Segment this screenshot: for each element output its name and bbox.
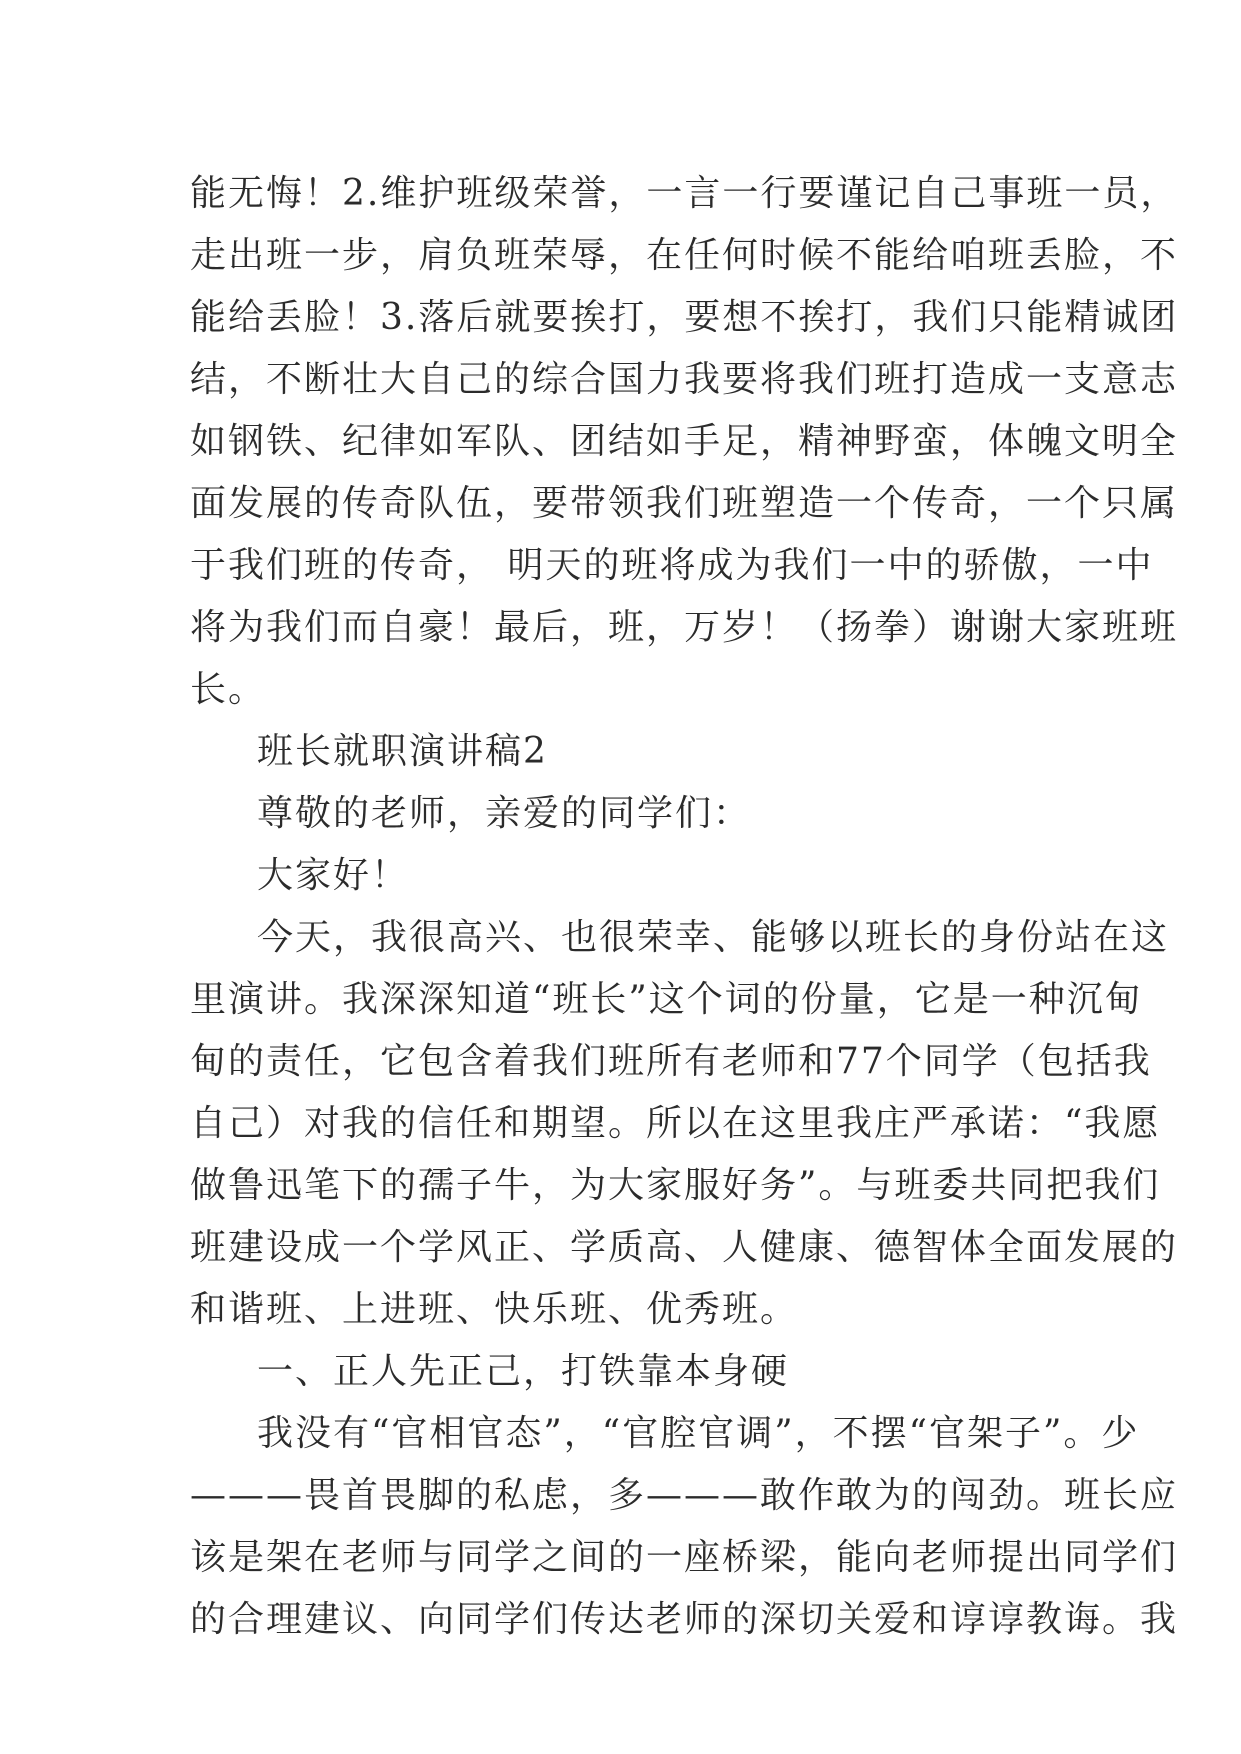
text-line: 班建设成一个学风正、学质高、人健康、德智体全面发展的 (190, 1227, 1179, 1268)
paragraph-start: 今天，我很高兴、也很荣幸、能够以班长的身份站在这 (257, 917, 1170, 958)
greeting: 大家好！ (257, 855, 410, 896)
paragraph-start: 我没有“官相官态”，“官腔官调”，不摆“官架子”。少 (257, 1413, 1140, 1454)
text-line: 走出班一步，肩负班荣辱，在任何时候不能给咱班丢脸，不 (190, 235, 1179, 276)
text-line: 能给丢脸！3.落后就要挨打，要想不挨打，我们只能精诚团 (190, 297, 1179, 338)
text-line: 该是架在老师与同学之间的一座桥梁，能向老师提出同学们 (190, 1537, 1179, 1578)
text-line: 做鲁迅笔下的孺子牛，为大家服好务”。与班委共同把我们 (190, 1165, 1161, 1206)
text-line: 将为我们而自豪！最后，班，万岁！（扬拳）谢谢大家班班 (190, 607, 1179, 648)
text-line: 如钢铁、纪律如军队、团结如手足，精神野蛮，体魄文明全 (190, 421, 1179, 462)
text-line: 长。 (190, 669, 267, 710)
text-line: 自己）对我的信任和期望。所以在这里我庄严承诺：“我愿 (190, 1103, 1161, 1144)
document-body (190, 163, 1179, 1651)
subheading: 一、正人先正己，打铁靠本身硬 (257, 1351, 790, 1392)
text-line: 于我们班的传奇， 明天的班将成为我们一中的骄傲，一中 (190, 545, 1154, 586)
text-line: 里演讲。我深深知道“班长”这个词的份量，它是一种沉甸 (190, 979, 1143, 1020)
text-line: 面发展的传奇队伍，要带领我们班塑造一个传奇，一个只属 (190, 483, 1179, 524)
section-title: 班长就职演讲稿2 (257, 731, 548, 772)
text-line: 的合理建议、向同学们传达老师的深切关爱和谆谆教诲。我 (190, 1599, 1179, 1640)
text-line: 甸的责任，它包含着我们班所有老师和77个同学（包括我 (190, 1041, 1152, 1082)
text-line: 和谐班、上进班、快乐班、优秀班。 (190, 1289, 799, 1330)
text-line: 结，不断壮大自己的综合国力我要将我们班打造成一支意志 (190, 359, 1179, 400)
salutation: 尊敬的老师，亲爱的同学们： (257, 793, 752, 834)
text-line: 能无悔！2.维护班级荣誉，一言一行要谨记自己事班一员， (190, 173, 1179, 214)
text-line: ———畏首畏脚的私虑，多———敢作敢为的闯劲。班长应 (190, 1475, 1179, 1516)
